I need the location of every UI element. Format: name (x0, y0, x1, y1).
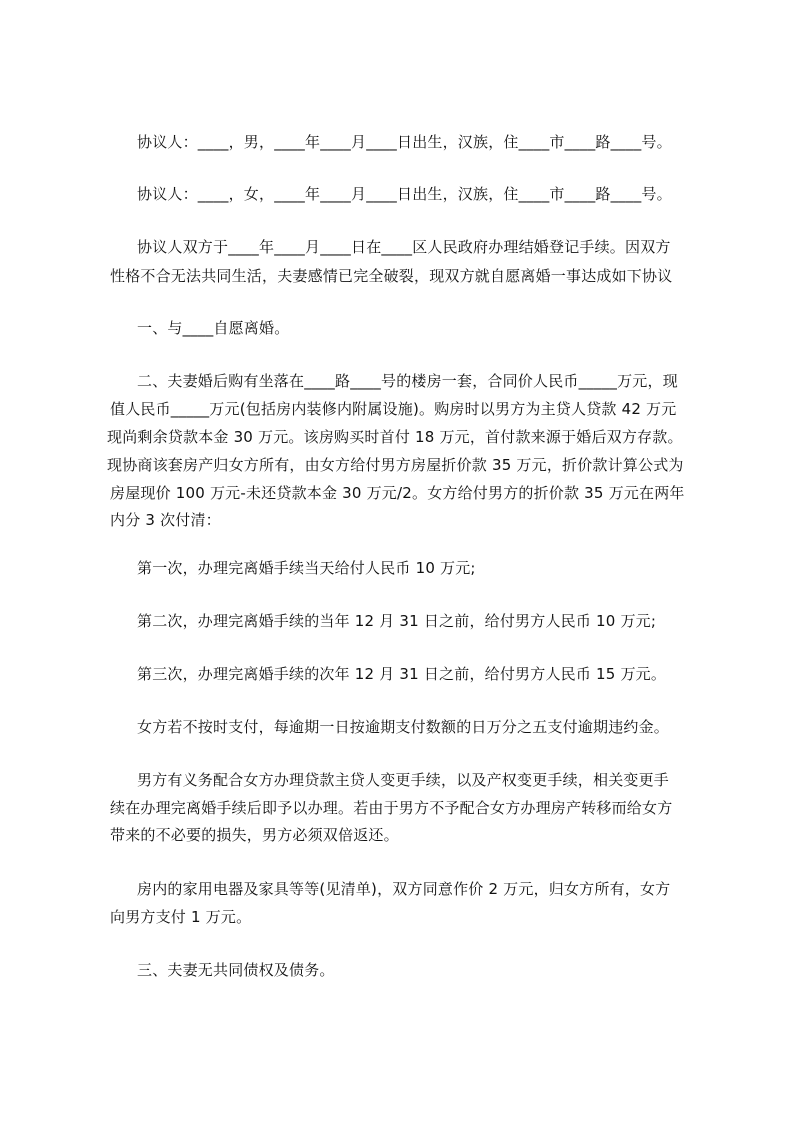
property-clause-line-5: 房屋现价 100 万元-未还贷款本金 30 万元/2。女方给付男方的折价款 35 万元在两年 (110, 484, 685, 502)
payment-first-line: 第一次，办理完离婚手续当天给付人民币 10 万元; (137, 559, 476, 577)
property-clause-line-1: 二、夫妻婚后购有坐落在____路____号的楼房一套，合同价人民币_____万元，现 (137, 372, 678, 390)
property-clause-line-4: 现协商该套房产归女方所有，由女方给付男方房屋折价款 35 万元，折价款计算公式为 (107, 456, 684, 474)
clause-three-line: 三、夫妻无共同债权及债务。 (137, 961, 335, 979)
marriage-registration-line-1: 协议人双方于____年____月____日在____区人民政府办理结婚登记手续。因双方 (137, 238, 671, 256)
loan-transfer-line-3: 带来的不必要的损失，男方必须双倍返还。 (110, 826, 399, 844)
household-items-line-1: 房内的家用电器及家具等等(见清单)，双方同意作价 2 万元，归女方所有，女方 (137, 880, 671, 898)
household-items-line-2: 向男方支付 1 万元。 (110, 908, 252, 926)
loan-transfer-line-1: 男方有义务配合女方办理贷款主贷人变更手续，以及产权变更手续，相关变更手 (137, 771, 670, 789)
payment-third-line: 第三次，办理完离婚手续的次年 12 月 31 日之前，给付男方人民币 15 万元。 (137, 665, 667, 683)
clause-one-line: 一、与____自愿离婚。 (137, 319, 290, 337)
property-clause-line-3: 现尚剩余贷款本金 30 万元。该房购买时首付 18 万元，首付款来源于婚后双方存款。 (107, 428, 683, 446)
loan-transfer-line-2: 续在办理完离婚手续后即予以办理。若由于男方不予配合女方办理房产转移而给女方 (110, 799, 673, 817)
agreement-party-female-line: 协议人：____，女，____年____月____日出生，汉族，住____市____路____号。 (137, 185, 672, 203)
marriage-registration-line-2: 性格不合无法共同生活，夫妻感情已完全破裂，现双方就自愿离婚一事达成如下协议 (110, 267, 673, 285)
late-payment-penalty-line: 女方若不按时支付，每逾期一日按逾期支付数额的日万分之五支付逾期违约金。 (137, 718, 670, 736)
agreement-party-male-line: 协议人：____，男，____年____月____日出生，汉族，住____市____路____号。 (137, 133, 672, 151)
property-clause-line-6: 内分 3 次付清： (110, 511, 221, 529)
payment-second-line: 第二次，办理完离婚手续的当年 12 月 31 日之前，给付男方人民币 10 万元; (137, 612, 657, 630)
property-clause-line-2: 值人民币_____万元(包括房内装修内附属设施)。购房时以男方为主贷人贷款 42 万元 (110, 400, 677, 418)
